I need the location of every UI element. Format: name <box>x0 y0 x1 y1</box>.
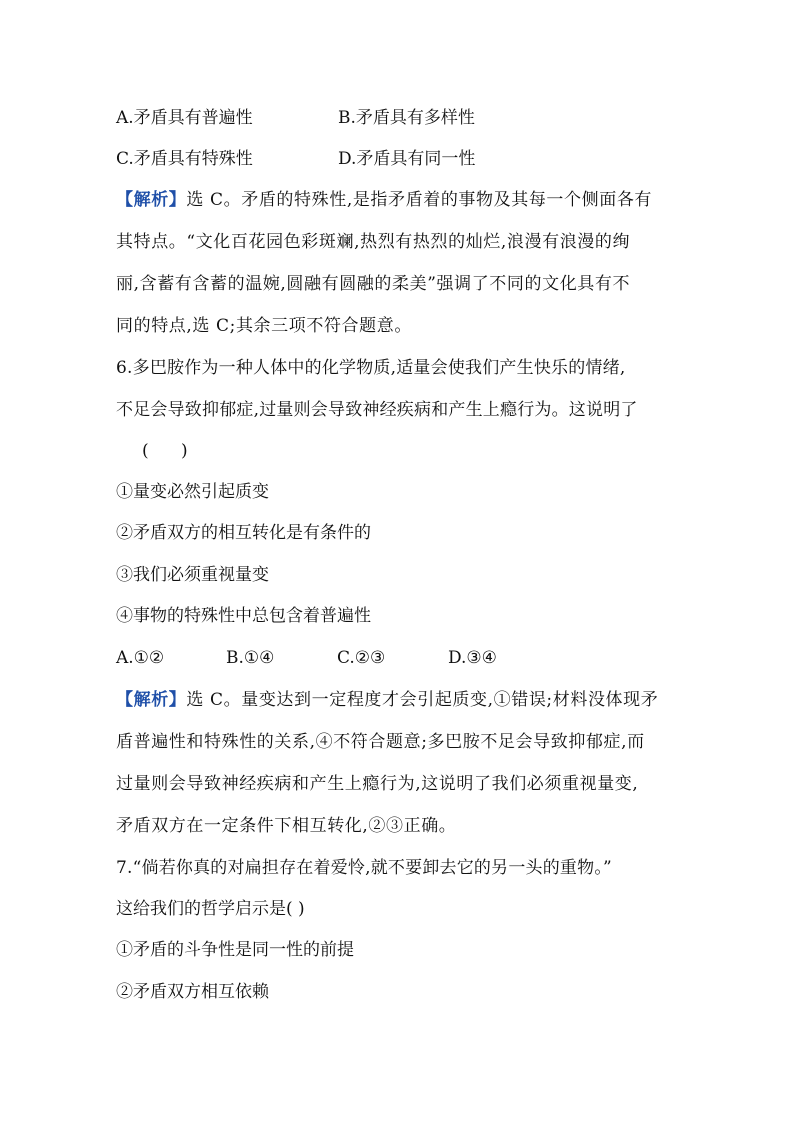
q5-option-d: D.矛盾具有同一性 <box>338 149 476 169</box>
q5-analysis-line-3: 丽,含蓄有含蓄的温婉,圆融有圆融的柔美”强调了不同的文化具有不 <box>116 274 631 294</box>
q6-statement-1: ①量变必然引起质变 <box>116 482 269 502</box>
q7-statement-2: ②矛盾双方相互依赖 <box>116 982 269 1002</box>
q5-analysis-line-4: 同的特点,选 C;其余三项不符合题意。 <box>116 316 412 336</box>
q5-option-b: B.矛盾具有多样性 <box>338 108 475 128</box>
q6-analysis-line-4: 矛盾双方在一定条件下相互转化,②③正确。 <box>116 816 457 836</box>
q5-analysis-text: 选 C。矛盾的特殊性,是指矛盾着的事物及其每一个侧面各有 <box>186 190 653 210</box>
q6-option-d: D.③④ <box>448 648 497 668</box>
q5-analysis-line-1 <box>116 189 652 211</box>
q6-analysis-line-2: 盾普遍性和特殊性的关系,④不符合题意;多巴胺不足会导致抑郁症,而 <box>116 732 645 752</box>
q6-stem-line-2: 不足会导致抑郁症,过量则会导致神经疾病和产生上瘾行为。这说明了 <box>116 400 638 420</box>
q5-option-a: A.矛盾具有普遍性 <box>116 108 253 128</box>
q6-analysis-line-3: 过量则会导致神经疾病和产生上瘾行为,这说明了我们必须重视量变, <box>116 774 639 794</box>
q5-analysis-tag: 【解析】 <box>116 190 187 210</box>
q6-analysis-line-1 <box>116 689 658 711</box>
q7-stem-line-2: 这给我们的哲学启示是( ) <box>116 899 305 919</box>
q7-stem-line-1: 7.“倘若你真的对扁担存在着爱怜,就不要卸去它的另一头的重物。” <box>116 858 612 878</box>
q5-analysis-line-2: 其特点。“文化百花园色彩斑斓,热烈有热烈的灿烂,浪漫有浪漫的绚 <box>116 232 631 252</box>
q6-option-a: A.①② <box>116 648 165 668</box>
q6-statement-2: ②矛盾双方的相互转化是有条件的 <box>116 523 371 543</box>
q6-statement-3: ③我们必须重视量变 <box>116 565 269 585</box>
q6-statement-4: ④事物的特殊性中总包含着普遍性 <box>116 606 371 626</box>
q6-answer-blank: ( ) <box>142 441 188 461</box>
q7-statement-1: ①矛盾的斗争性是同一性的前提 <box>116 940 354 960</box>
q6-analysis-text: 选 C。量变达到一定程度才会引起质变,①错误;材料没体现矛 <box>186 690 659 710</box>
q6-stem-line-1: 6.多巴胺作为一种人体中的化学物质,适量会使我们产生快乐的情绪, <box>116 358 626 378</box>
q6-option-b: B.①④ <box>226 648 275 668</box>
q6-option-c: C.②③ <box>337 648 386 668</box>
q5-option-c: C.矛盾具有特殊性 <box>116 149 253 169</box>
q6-analysis-tag: 【解析】 <box>116 690 187 710</box>
